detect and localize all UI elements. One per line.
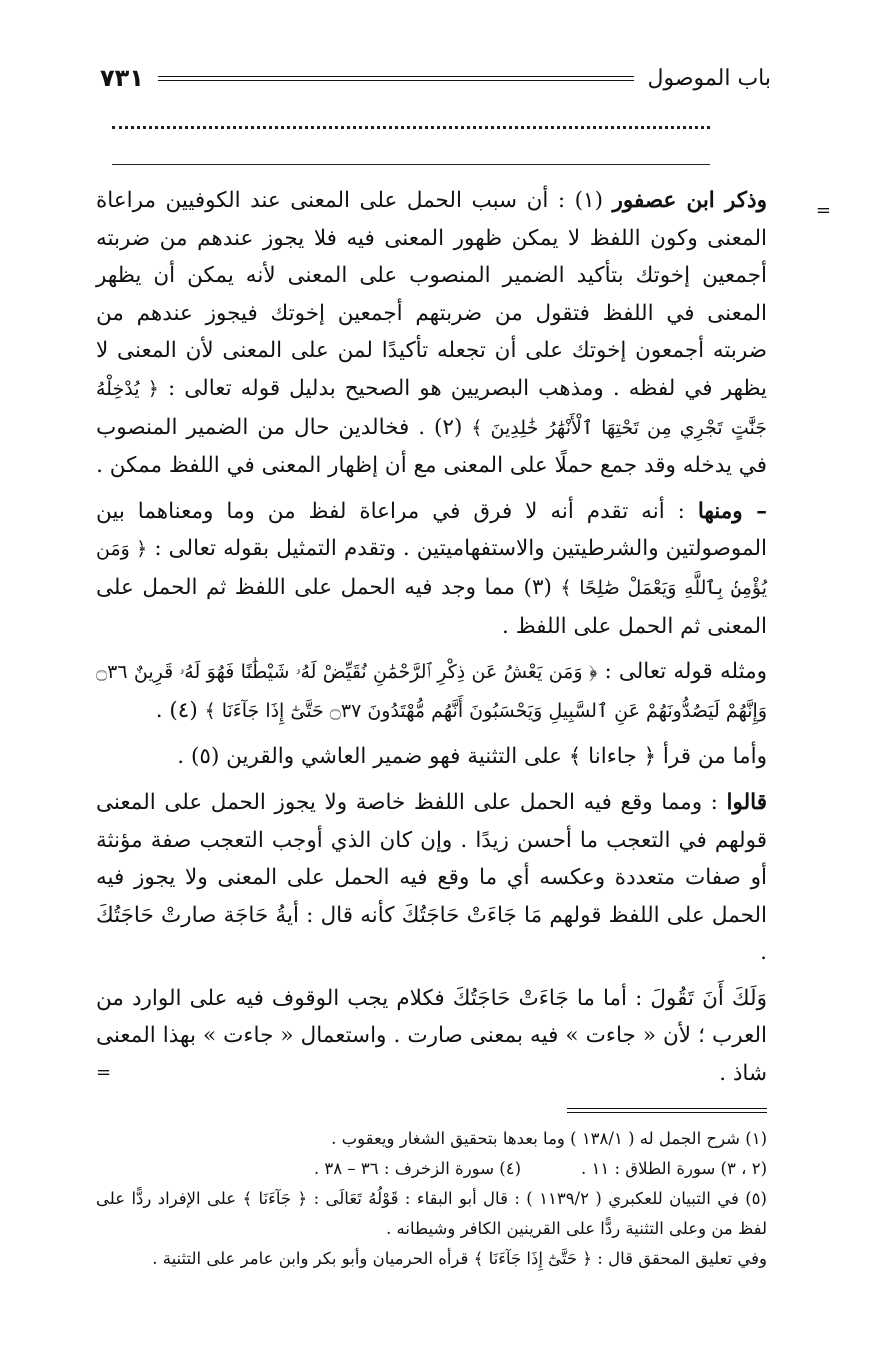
- chapter-title: باب الموصول: [647, 65, 771, 91]
- footnote-ref: (١): [574, 188, 603, 213]
- footnote-5: (٥) في التبيان للعكبري ( ١١٣٩/٢ ) : قال أبو البقاء : قَوْلُهُ تَعَالَى : ﴿ جَآءَنَا ﴾ على الإفراد ردًّا على لفظ من وعلى التثنية ردًّا على القرينين الكافر وشيطانه .: [96, 1189, 767, 1238]
- footnote-2-3: (٢ ، ٣) سورة الطلاق : ١١ .: [581, 1159, 767, 1178]
- quran-quote: ﴿ وَمَن يَعْشُ عَن ذِكْرِ ٱلرَّحْمَٰنِ نُقَيِّضْ لَهُۥ شَيْطَٰنًا فَهُوَ لَهُۥ قَرِينٌ ۝٣٦ وَإِنَّهُمْ لَيَصُدُّونَهُمْ عَنِ ٱلسَّبِيلِ وَيَحْسَبُونَ أَنَّهُم مُّهْتَدُونَ ۝٣٧ حَتَّىٰٓ إِذَا جَآءَنَا ﴾: [96, 661, 767, 722]
- footnote-row: [96, 1154, 767, 1184]
- running-header: [100, 58, 771, 98]
- main-text: [96, 182, 767, 1101]
- paragraph-1: وذكر ابن عصفور (١) : أن سبب الحمل على المعنى عند الكوفيين مراعاة المعنى وكون اللفظ لا يمكن ظهور المعنى فيه فلا يجوز عندهم من ضربته أجمعين إخوتك بتأكيد الضمير المنصوب على المعنى لأنه يمكن أن يظهر المعنى في اللفظ فتقول من ضربتهم أجمعين إخوتك فيجوز عندهم من ضربته أجمعون إخوتك على أن تجعله تأكيدًا لمن على المعنى لأن المعنى لا يظهر في لفظه . ومذهب البصريين هو الصحيح بدليل قوله تعالى : ﴿ يُدْخِلْهُ جَنَّٰتٍ تَجْرِي مِن تَحْتِهَا ٱلْأَنْهَٰرُ خَٰلِدِينَ ﴾ (٢) . فخالدين حال من الضمير المنصوب في يدخله وقد جمع حملًا على المعنى مع أن إظهار المعنى في اللفظ ممكن .: [96, 188, 768, 479]
- paragraph-3: ومثله قوله تعالى : ﴿ وَمَن يَعْشُ عَن ذِكْرِ ٱلرَّحْمَٰنِ نُقَيِّضْ لَهُۥ شَيْطَٰنًا فَهُوَ لَهُۥ قَرِينٌ ۝٣٦ وَإِنَّهُمْ لَيَصُدُّونَهُمْ عَنِ ٱلسَّبِيلِ وَيَحْسَبُونَ أَنَّهُم مُّهْتَدُونَ ۝٣٧ حَتَّىٰٓ إِذَا جَآءَنَا ﴾ (٤) .: [96, 659, 767, 723]
- footnote-ref: (٢): [434, 414, 463, 440]
- continuation-mark-start: =: [815, 200, 831, 221]
- dotted-separator: [112, 126, 710, 129]
- footnotes: [96, 1124, 767, 1274]
- footnote-ref: (٥): [190, 744, 220, 770]
- paragraph-5: قالوا : ومما وقع فيه الحمل على اللفظ خاصة ولا يجوز الحمل على المعنى قولهم في التعجب ما أحسن زيدًا . وإن كان الذي أوجب التعجب صفة مؤنثة أو صفات متعددة وعكسه أي ما وقع فيه الحمل على المعنى ولا يجوز فيه الحمل على اللفظ قولهم مَا جَاءَتْ حَاجَتُكَ كأنه قال : أيةُ حَاجَة صارتْ حَاجَتُكَ .: [96, 789, 767, 966]
- quran-quote: ﴿ وَمَن يُؤْمِنۢ بِٱللَّهِ وَيَعْمَلْ صَٰلِحًا ﴾: [96, 538, 767, 599]
- continuation-mark-end: =: [96, 1062, 112, 1083]
- paragraph-4: وأما من قرأ ﴿ جاءانا ﴾ على التثنية فهو ضمير العاشي والقرين (٥) .: [177, 744, 767, 770]
- footnote-rule: [567, 1108, 767, 1113]
- section-lead: قالوا: [726, 789, 767, 815]
- quran-quote: ﴿ يُدْخِلْهُ جَنَّٰتٍ تَجْرِي مِن تَحْتِهَا ٱلْأَنْهَٰرُ خَٰلِدِينَ ﴾: [96, 377, 767, 439]
- separator-rule: [112, 164, 710, 165]
- author-name: وذكر ابن عصفور: [612, 188, 767, 213]
- footnote-5-note: وفي تعليق المحقق قال : ﴿ حَتَّىٰٓ إِذَا جَآءَنَا ﴾ قرأه الحرميان وأبو بكر وابن عامر على التثنية .: [152, 1249, 767, 1268]
- section-lead: – ومنها: [697, 498, 768, 524]
- paragraph-6: وَلَكَ أَنَ تَقُولَ : أما ما جَاءَتْ حَاجَتُكَ فكلام يجب الوقوف فيه على الوارد من العرب ؛ لأن « جاءت » فيه بمعنى صارت . واستعمال « جاءت » بهذا المعنى شاذ .: [96, 985, 767, 1087]
- page-number: ٧٣١: [100, 64, 144, 92]
- header-rule: [158, 76, 634, 81]
- paragraph-2: – ومنها : أنه تقدم أنه لا فرق في مراعاة لفظ من وما ومعناهما بين الموصولتين والشرطيتين والاستفهاميتين . وتقدم التمثيل بقوله تعالى : ﴿ وَمَن يُؤْمِنۢ بِٱللَّهِ وَيَعْمَلْ صَٰلِحًا ﴾ (٣) مما وجد فيه الحمل على اللفظ ثم الحمل على المعنى ثم الحمل على اللفظ .: [96, 498, 768, 639]
- footnote-4: (٤) سورة الزخرف : ٣٦ – ٣٨ .: [313, 1159, 522, 1178]
- footnote-ref: (٣): [523, 574, 552, 600]
- footnote-ref: (٤): [169, 697, 198, 723]
- footnote-1: (١) شرح الجمل له ( ١٣٨/١ ) وما بعدها بتحقيق الشغار ويعقوب .: [331, 1129, 767, 1148]
